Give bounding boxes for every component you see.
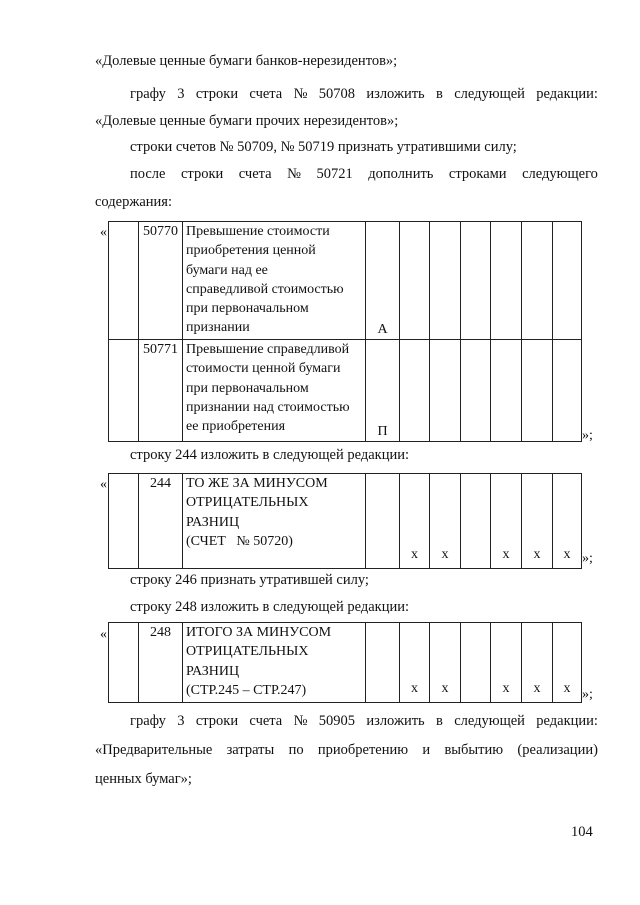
word: в — [436, 713, 443, 729]
account-name-cell — [183, 340, 366, 442]
close-quote: »; — [582, 687, 593, 702]
word: строками — [448, 166, 507, 182]
word: № — [287, 166, 301, 182]
paragraph-7: строку 244 изложить в следующей редакции: — [130, 447, 409, 463]
close-quote: »; — [582, 428, 593, 443]
word: графу — [130, 86, 166, 102]
empty-cell — [430, 340, 461, 442]
name-line: Превышение справедливой — [186, 342, 350, 357]
account-type-cell: П — [366, 340, 400, 442]
mark-cell: х — [400, 623, 430, 703]
mark-cell: х — [522, 623, 553, 703]
paragraph-4: строки счетов № 50709, № 50719 признать утратившими силу; — [130, 139, 517, 155]
paragraph-6: содержания: — [95, 194, 173, 210]
word: дополнить — [368, 166, 434, 182]
word: счета — [249, 86, 283, 102]
empty-cell — [491, 222, 522, 340]
word: счета — [238, 166, 272, 182]
paragraph-11 — [95, 741, 598, 759]
word: 3 — [177, 86, 185, 102]
name-line: ОТРИЦАТЕЛЬНЫХ — [186, 495, 309, 511]
word: № — [293, 713, 308, 729]
name-line: справедливой стоимостью — [186, 281, 344, 297]
name-line: признании — [186, 320, 250, 336]
account-name-cell — [183, 222, 366, 340]
open-quote: « — [100, 627, 107, 642]
mark-cell: х — [430, 474, 461, 569]
paragraph-9: строку 248 изложить в следующей редакции: — [130, 599, 409, 615]
account-type-cell: А — [366, 222, 400, 340]
mark-cell — [366, 474, 400, 569]
empty-cell — [522, 222, 553, 340]
mark-cell: х — [491, 474, 522, 569]
line-number-cell: 244 — [139, 474, 183, 569]
close-quote: »; — [582, 551, 593, 566]
word: счета — [249, 713, 283, 729]
paragraph-10 — [130, 712, 598, 730]
page-number: 104 — [571, 824, 593, 840]
word: следующей — [454, 713, 525, 729]
empty-cell — [109, 474, 139, 569]
word: затраты — [226, 742, 275, 758]
word: 50708 — [318, 86, 355, 102]
line-248-table — [108, 622, 582, 703]
word: 50905 — [318, 713, 355, 729]
word: следующего — [522, 166, 598, 182]
line-name-cell — [183, 623, 366, 703]
word: в — [436, 86, 443, 102]
empty-cell — [461, 222, 491, 340]
empty-cell — [109, 340, 139, 442]
empty-cell — [553, 340, 582, 442]
name-line: (СТР.245 – СТР.247) — [186, 682, 307, 698]
word: приобретению — [317, 742, 409, 758]
mark-cell: х — [491, 623, 522, 703]
line-name-cell — [183, 474, 366, 569]
word: редакции: — [536, 713, 598, 729]
open-quote: « — [100, 225, 107, 240]
empty-cell — [522, 340, 553, 442]
account-number-cell: 50770 — [139, 222, 183, 340]
line-244-table — [108, 473, 582, 569]
name-line: ОТРИЦАТЕЛЬНЫХ — [186, 644, 309, 660]
name-line: РАЗНИЦ — [186, 663, 240, 679]
name-line: при первоначальном — [186, 380, 309, 396]
word: строки — [195, 713, 239, 729]
word: «Предварительные — [95, 742, 213, 758]
word: № — [293, 86, 308, 102]
word: графу — [130, 713, 166, 729]
table-row — [109, 623, 582, 703]
word: 50721 — [316, 166, 353, 182]
open-quote: « — [100, 477, 107, 492]
name-line: при первоначальном — [186, 301, 309, 317]
word: строки — [195, 86, 239, 102]
paragraph-5 — [130, 165, 598, 183]
name-line: бумаги над ее — [186, 262, 268, 278]
empty-cell — [400, 222, 430, 340]
paragraph-3: «Долевые ценные бумаги прочих нерезидентов»; — [95, 113, 399, 129]
word: выбытию — [444, 742, 504, 758]
name-line: ТО ЖЕ ЗА МИНУСОМ — [186, 476, 328, 491]
word: редакции: — [536, 86, 598, 102]
empty-cell — [109, 222, 139, 340]
line-number-cell: 248 — [139, 623, 183, 703]
mark-cell — [461, 623, 491, 703]
mark-cell: х — [522, 474, 553, 569]
name-line: ИТОГО ЗА МИНУСОМ — [186, 625, 332, 640]
mark-cell: х — [430, 623, 461, 703]
name-line: приобретения ценной — [186, 243, 316, 259]
name-line: признании над стоимостью — [186, 399, 350, 415]
word: после — [130, 166, 166, 182]
empty-cell — [430, 222, 461, 340]
word: следующей — [454, 86, 525, 102]
name-line: стоимости ценной бумаги — [186, 361, 341, 377]
name-line: (СЧЕТ № 50720) — [186, 533, 293, 549]
word: и — [422, 742, 431, 758]
table-row — [109, 340, 582, 442]
paragraph-12: ценных бумаг»; — [95, 771, 192, 787]
accounts-table — [108, 221, 582, 442]
word: 3 — [177, 713, 185, 729]
mark-cell: х — [553, 474, 582, 569]
mark-cell: х — [553, 623, 582, 703]
mark-cell — [366, 623, 400, 703]
paragraph-1: «Долевые ценные бумаги банков-нерезидентов»; — [95, 53, 398, 69]
name-line: Превышение стоимости — [186, 224, 330, 239]
word: изложить — [366, 713, 425, 729]
table-row — [109, 474, 582, 569]
paragraph-8: строку 246 признать утратившей силу; — [130, 572, 369, 588]
empty-cell — [400, 340, 430, 442]
word: по — [288, 742, 304, 758]
name-line: РАЗНИЦ — [186, 514, 240, 530]
empty-cell — [553, 222, 582, 340]
empty-cell — [491, 340, 522, 442]
empty-cell — [109, 623, 139, 703]
word: изложить — [366, 86, 425, 102]
paragraph-2 — [130, 85, 598, 103]
word: строки — [181, 166, 224, 182]
word: (реализации) — [517, 742, 598, 758]
name-line: ее приобретения — [186, 419, 286, 435]
table-row — [109, 222, 582, 340]
empty-cell — [461, 340, 491, 442]
mark-cell: х — [400, 474, 430, 569]
mark-cell — [461, 474, 491, 569]
account-number-cell: 50771 — [139, 340, 183, 442]
